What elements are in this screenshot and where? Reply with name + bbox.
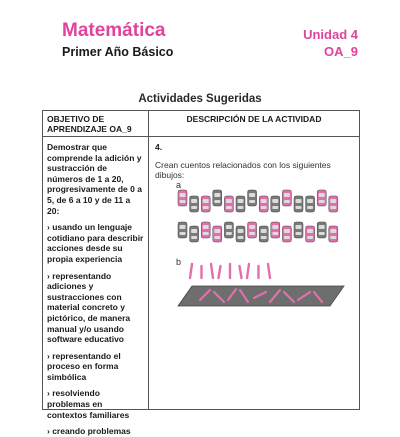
car-icon: [282, 226, 291, 242]
header-left: [62, 20, 173, 59]
car-icon: [190, 226, 199, 242]
activity-table: [42, 110, 360, 437]
objective-item: › representando adiciones y sustracciones con material concreto y pictórico, de manera manual y/o usando software educativo: [47, 270, 131, 345]
car-icon: [271, 196, 280, 212]
car-icon: [178, 222, 187, 238]
pencil-icon: [190, 264, 192, 278]
car-icon: [329, 196, 338, 212]
section-title: Actividades Sugeridas: [138, 93, 262, 105]
objective-column: [43, 137, 149, 437]
car-icon: [201, 222, 210, 238]
pencil-icon: [240, 266, 242, 278]
car-icon: [178, 190, 187, 206]
car-icon: [259, 226, 268, 242]
car-icon: [306, 226, 315, 242]
car-icon: [213, 190, 222, 206]
car-icon: [329, 226, 338, 242]
pencil-icon: [219, 266, 221, 278]
car-icon: [224, 222, 233, 238]
car-icon: [306, 196, 315, 212]
car-icon: [213, 226, 222, 242]
car-icon: [271, 222, 280, 238]
car-icon: [294, 222, 303, 238]
car-icon: [317, 222, 326, 238]
objective-item: › representando el proceso en forma simbólica: [47, 350, 121, 382]
car-icon: [190, 196, 199, 212]
car-icon: [236, 196, 245, 212]
car-icon: [248, 190, 257, 206]
header-right: [303, 26, 358, 60]
subject-title: Matemática: [62, 20, 166, 41]
unit-label: Unidad 4: [303, 27, 358, 42]
objective-item: › usando un lenguaje cotidiano para describir acciones desde su propia experiencia: [47, 222, 144, 264]
activity-text: Crean cuentos relacionados con los siguientes dibujos:: [155, 160, 331, 180]
car-icon: [224, 196, 233, 212]
objective-intro: Demostrar que comprende la adición y sustracción de números de 1 a 20, progresivamente de 0 a 5, de 6 a 10 y de 11 a 20:: [47, 142, 142, 216]
car-icon: [282, 190, 291, 206]
pencil-icon: [247, 264, 249, 278]
car-icon: [317, 190, 326, 206]
activity-number: 4.: [155, 142, 163, 152]
figure-a-label: a: [176, 180, 182, 190]
col-objective-header: OBJETIVO DE APRENDIZAJE OA_9: [43, 111, 149, 137]
figure-b-label: b: [176, 257, 182, 267]
pencils-tray-illustration: [170, 262, 346, 312]
col-description-header: DESCRIPCIÓN DE LA ACTIVIDAD: [149, 111, 359, 137]
car-icon: [201, 196, 210, 212]
car-icon: [236, 226, 245, 242]
car-icon: [259, 196, 268, 212]
car-icon: [248, 222, 257, 238]
grade-label: Primer Año Básico: [62, 45, 174, 59]
objective-item: › creando problemas: [47, 426, 131, 437]
cars-illustration: [176, 188, 342, 250]
pencil-icon: [268, 264, 270, 278]
objective-item: › resolviendo problemas en contextos familiares: [47, 388, 130, 420]
oa-label: OA_9: [324, 44, 358, 59]
pencil-icon: [211, 264, 213, 278]
car-icon: [294, 196, 303, 212]
